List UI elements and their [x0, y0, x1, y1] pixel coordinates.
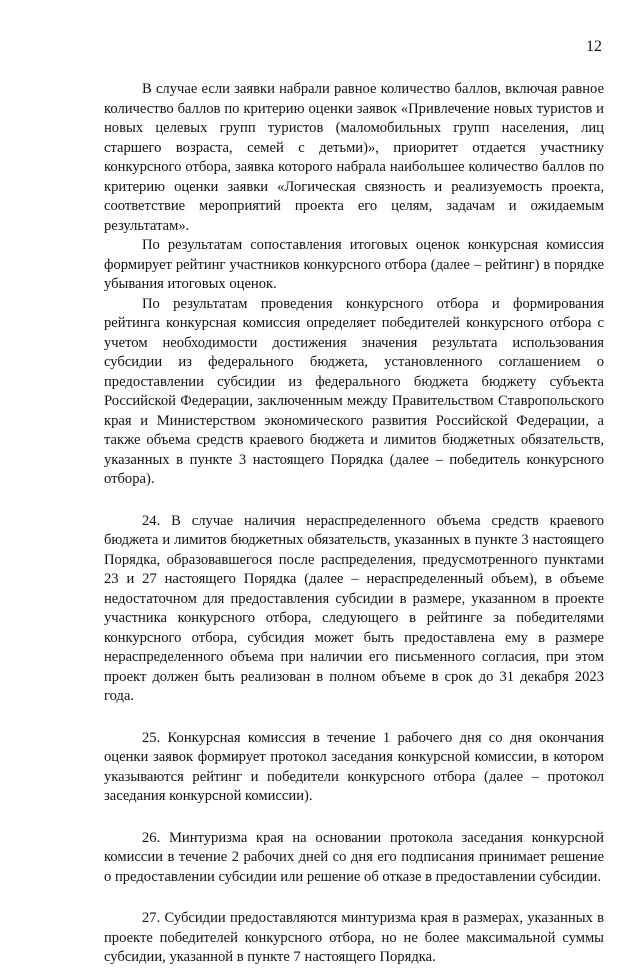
paragraph-rating: По результатам сопоставления итоговых оценок конкурсная комиссия формирует рейтинг участников конкурсного отбора (далее – рейтинг) в порядке убывания итоговых оценок. [104, 237, 604, 292]
page-number: 12 [586, 38, 602, 55]
paragraph-equal-scores: В случае если заявки набрали равное количество баллов, включая равное количество баллов по критерию оценки заявок «Привлечение новых туристов и новых целевых групп туристов (маломобильных групп населения, лиц старшего возраста, семей с детьми)», приоритет отдается участнику конкурсного отбора, заявка которого набрала наибольшее количество баллов по критерию оценки заявки «Логическая связность и реализуемость проекта, соответствие мероприятий проекта его целям, задачам и ожидаемым результатам». [104, 81, 604, 234]
paragraph-item-25: 25. Конкурсная комиссия в течение 1 рабочего дня со дня окончания оценки заявок формирует протокол заседания конкурсной комиссии, в котором указываются рейтинг и победители конкурсного отбора (далее – протокол заседания конкурсной комиссии). [104, 729, 604, 804]
paragraph-item-27: 27. Субсидии предоставляются минтуризма края в размерах, указанных в проекте победителей конкурсного отбора, но не более максимальной суммы субсидии, указанной в пункте 7 настоящего Порядка. [104, 910, 604, 965]
paragraph-winners: По результатам проведения конкурсного отбора и формирования рейтинга конкурсная комиссия определяет победителей конкурсного отбора с учетом необходимости достижения значения результата использования субсидии из федерального бюджета, установленного соглашением о предоставлении субсидии из федерального бюджета бюджету субъекта Российской Федерации, заключенным между Правительством Ставропольского края и Министерством экономического развития Российской Федерации, а также объема средств краевого бюджета и лимитов бюджетных обязательств, указанных в пункте 3 настоящего Порядка (далее – победитель конкурсного отбора). [104, 295, 604, 487]
document-body [104, 80, 604, 968]
paragraph-item-24: 24. В случае наличия нераспределенного объема средств краевого бюджета и лимитов бюджетных обязательств, указанных в пункте 3 настоящего Порядка, образовавшегося после распределения, предусмотренного пунктами 23 и 27 настоящего Порядка (далее – нераспределенный объем), в объеме недостаточном для предоставления субсидии в размере, указанном в проекте участника конкурсного отбора, следующего в рейтинге за победителями конкурсного отбора, субсидия может быть предоставлена ему в размере нераспределенного объема при наличии его письменного согласия, при этом проект должен быть реализован в полном объеме в срок до 31 декабря 2023 года. [104, 512, 604, 704]
paragraph-item-26: 26. Минтуризма края на основании протокола заседания конкурсной комиссии в течение 2 рабочих дней со дня его подписания принимает решение о предоставлении субсидии или решение об отказе в предоставлении субсидии. [104, 829, 604, 885]
